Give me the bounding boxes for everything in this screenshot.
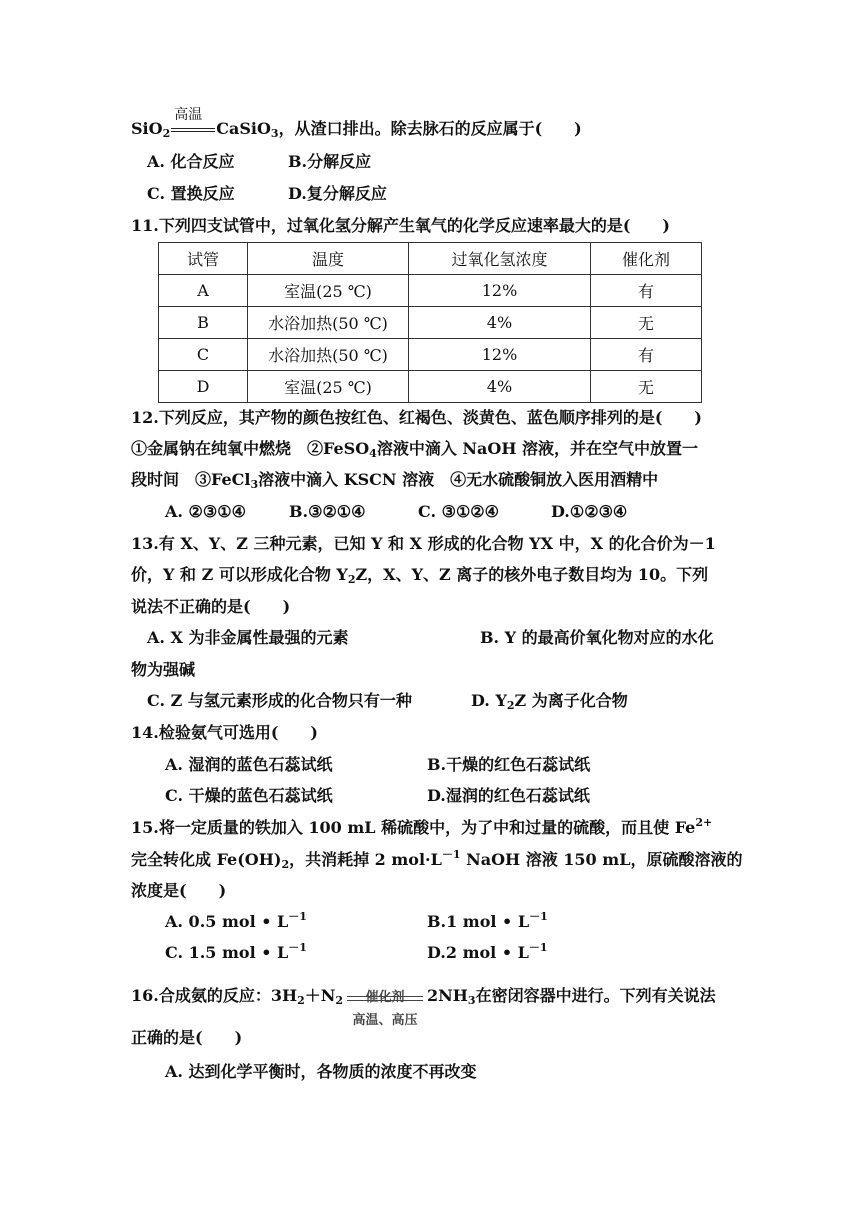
q13-option-b-cont: 物为强碱 [131,660,196,679]
forward-arrow [347,996,423,997]
q15-option-b-text: B.1 mol • L [427,912,530,931]
q13-line2 [131,564,708,586]
q16-condition-top: 催化剂 [365,989,405,1005]
table-row [159,275,702,307]
table-header: 催化剂 [591,243,702,275]
q10-options-row2 [147,183,387,205]
q12-line2-a: ①金属钠在纯氧中燃烧 ②FeSO [131,439,370,458]
q16-line2: 正确的是( ) [131,1028,243,1047]
table-header-row [159,243,702,275]
q16-line1-b: ＋N [304,986,336,1005]
q15-line2-a: 完全转化成 Fe(OH) [131,850,282,869]
q16-line1-a: 16.合成氨的反应：3H [131,986,298,1005]
reversible-arrow-icon [343,977,427,1028]
q14-option-a: A. 湿润的蓝色石蕊试纸 [165,755,333,774]
q10-reactant: SiO [131,119,163,138]
q12-line3-sub: 3 [250,478,259,491]
q10-reactant-sub: 2 [162,127,171,140]
q14-stem: 14.检验氨气可选用( ) [131,723,318,742]
q15-line2-c: NaOH 溶液 150 mL，原硫酸溶液的 [460,850,743,869]
q10-equals-sign [171,128,215,132]
q13-option-d-sub: 2 [506,699,515,712]
q15-line1-a: 15.将一定质量的铁加入 100 mL 稀硫酸中，为了中和过量的硫酸，而且使 Fe [131,818,696,837]
q13-option-d-a: D. Y [471,691,507,710]
q12-option-b: B.③②①④ [289,502,366,521]
q10-condition-arrow [170,107,216,140]
table-cell: 12% [409,275,591,307]
q14-option-b: B.干燥的红色石蕊试纸 [427,755,591,774]
q15-option-d-sup: －1 [528,941,548,954]
q13-option-b: B. Y 的最高价氧化物对应的水化 [480,628,714,647]
q13-option-d [471,690,628,712]
q15-option-d [427,942,548,964]
q15-line3: 浓度是( ) [131,881,227,900]
q16-sub2: 2 [335,994,344,1007]
q10-product: CaSiO [216,119,271,138]
q15-line2-b: ，共消耗掉 2 mol·L [289,850,442,869]
table-row [159,307,702,339]
q14-option-c: C. 干燥的蓝色石蕊试纸 [165,786,333,805]
q15-option-c-text: C. 1.5 mol • L [165,943,289,962]
q10-option-c: C. 置换反应 [147,184,235,203]
table-header: 过氧化氢浓度 [409,243,591,275]
q16-line1-c: 2NH [427,986,468,1005]
q15-option-a-text: A. 0.5 mol • L [165,912,289,931]
table-cell: 室温(25 ℃) [248,371,409,403]
table-header: 试管 [159,243,248,275]
q13-line3: 说法不正确的是( ) [131,597,291,616]
q13-line1: 13.有 X、Y、Z 三种元素，已知 Y 和 X 形成的化合物 YX 中，X 的化合价为－1 [131,534,716,553]
table-cell: 室温(25 ℃) [248,275,409,307]
q12-line2 [131,438,698,460]
q16-condition-bottom: 高温、高压 [352,1012,418,1028]
table-header: 温度 [248,243,409,275]
q15-option-c-sup: －1 [288,941,307,954]
table-cell: 无 [591,307,702,339]
q12-line2-sub: 4 [369,447,377,460]
q13-line2-a: 价，Y 和 Z 可以形成化合物 Y [131,565,348,584]
q12-option-a: A. ②③①④ [165,502,246,521]
q15-option-a [165,911,307,933]
q10-equation-line [131,107,582,140]
table-row [159,339,702,371]
table-cell: C [159,339,248,371]
table-cell: B [159,307,248,339]
q10-options-row1 [147,151,371,173]
q10-option-b: B.分解反应 [288,152,372,171]
q15-option-a-sup: －1 [288,910,307,923]
q14-option-d: D.湿润的红色石蕊试纸 [427,786,590,805]
q12-option-c: C. ③①②④ [418,502,499,521]
table-cell: 有 [591,339,702,371]
q15-line1-sup: 2+ [695,816,713,829]
table-cell: 4% [409,307,591,339]
q10-condition: 高温 [174,107,203,123]
q10-option-d: D.复分解反应 [288,184,387,203]
q13-option-d-b: Z 为离子化合物 [514,691,628,710]
table-cell: 水浴加热(50 ℃) [248,307,409,339]
q15-option-b-sup: －1 [529,910,548,923]
q12-line3 [131,469,658,491]
table-cell: 水浴加热(50 ℃) [248,339,409,371]
q12-line2-b: 溶液中滴入 NaOH 溶液，并在空气中放置一 [376,439,699,458]
q12-stem: 12.下列反应，其产物的颜色按红色、红褐色、淡黄色、蓝色顺序排列的是( ) [131,408,702,427]
table-cell: 4% [409,371,591,403]
q15-line1 [131,817,712,839]
q15-option-c [165,942,307,964]
q15-line2-sub: 2 [281,858,290,871]
q12-line3-a: 段时间 ③FeCl [131,470,251,489]
q12-options [165,501,627,523]
q15-option-d-text: D.2 mol • L [427,943,529,962]
q10-stem-rest: ，从渣口排出。除去脉石的反应属于( ) [278,119,582,138]
q13-line2-b: Z，X、Y、Z 离子的核外电子数目均为 10。下列 [355,565,709,584]
q15-option-b [427,911,548,933]
q13-line2-sub: 2 [347,573,356,586]
table-cell: A [159,275,248,307]
q12-option-d: D.①②③④ [551,502,628,521]
table-cell: D [159,371,248,403]
q12-line3-b: 溶液中滴入 KSCN 溶液 ④无水硫酸铜放入医用酒精中 [258,470,659,489]
q16-option-a: A. 达到化学平衡时，各物质的浓度不再改变 [165,1062,477,1081]
q10-option-a: A. 化合反应 [147,152,235,171]
q15-line2-sup: －1 [441,848,461,861]
table-row [159,371,702,403]
q11-stem: 11.下列四支试管中，过氧化氢分解产生氧气的化学反应速率最大的是( ) [131,216,670,235]
q16-line1 [131,976,716,1028]
q16-line1-d: 在密闭容器中进行。下列有关说法 [475,986,716,1005]
q16-sub1: 2 [297,994,305,1007]
table-cell: 有 [591,275,702,307]
table-cell: 12% [409,339,591,371]
q13-option-c: C. Z 与氢元素形成的化合物只有一种 [147,691,412,710]
q11-table [158,242,702,403]
q13-option-a: A. X 为非金属性最强的元素 [147,628,349,647]
q10-product-sub: 3 [270,127,279,140]
table-cell: 无 [591,371,702,403]
q15-line2 [131,849,742,871]
q16-sub3: 3 [467,994,476,1007]
